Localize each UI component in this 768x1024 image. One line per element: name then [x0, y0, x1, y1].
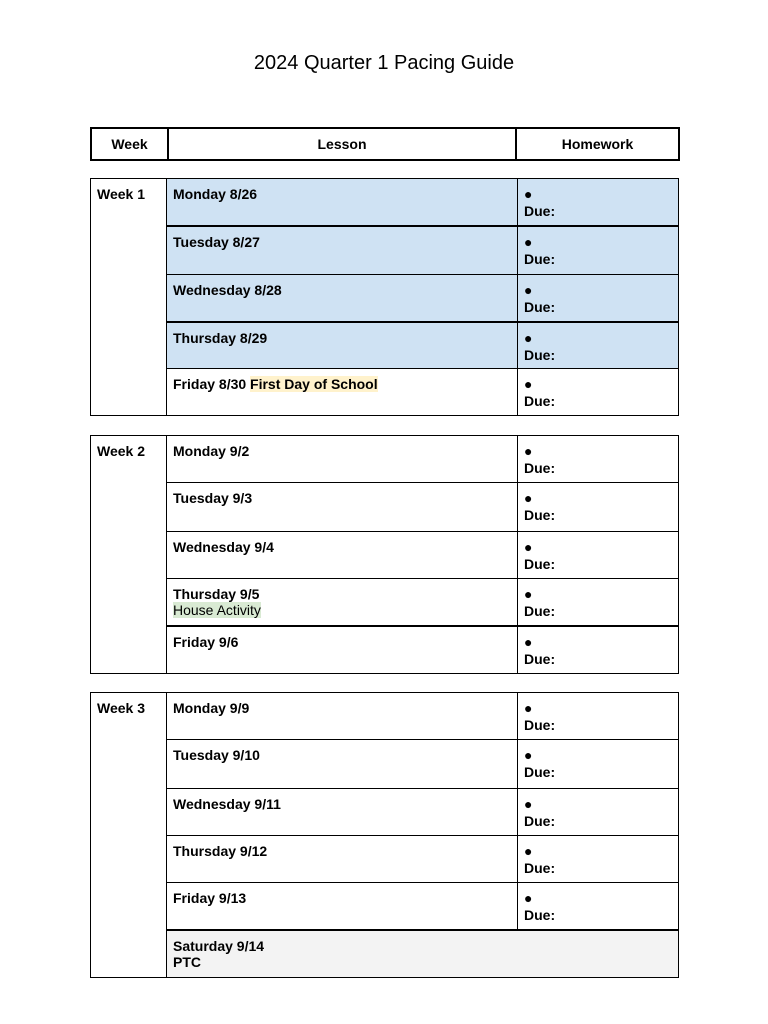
- due-label: Due:: [524, 813, 556, 829]
- table-row: [91, 836, 679, 883]
- homework-column-header: Homework: [516, 128, 679, 160]
- week-label: Week 2: [91, 436, 167, 674]
- due-label: Due:: [524, 651, 556, 667]
- table-row: [91, 930, 679, 978]
- table-row: [91, 883, 679, 930]
- lesson-cell: Tuesday 9/10: [167, 740, 518, 789]
- lesson-column-header: Lesson: [168, 128, 516, 160]
- bullet: ●: [524, 443, 533, 459]
- table-row: [91, 179, 679, 226]
- due-label: Due:: [524, 299, 556, 315]
- table-row: [91, 789, 679, 836]
- table-row: [91, 579, 679, 627]
- homework-cell: [518, 883, 679, 930]
- header-table: [90, 127, 680, 161]
- due-label: Due:: [524, 717, 556, 733]
- lesson-cell: Tuesday 9/3: [167, 483, 518, 532]
- bullet: ●: [524, 586, 533, 602]
- due-label: Due:: [524, 460, 556, 476]
- table-row: [91, 436, 679, 483]
- due-label: Due:: [524, 764, 556, 780]
- due-label: Due:: [524, 203, 556, 219]
- homework-cell: [518, 740, 679, 789]
- bullet: ●: [524, 539, 533, 555]
- week-label: Week 3: [91, 693, 167, 978]
- bullet: ●: [524, 700, 533, 716]
- due-label: Due:: [524, 346, 556, 363]
- due-label: Due:: [524, 907, 556, 923]
- due-label: Due:: [524, 393, 556, 409]
- first-day-note: First Day of School: [250, 376, 378, 392]
- homework-cell: [518, 693, 679, 740]
- bullet: ●: [524, 329, 533, 346]
- lesson-cell: Friday 9/6: [167, 626, 518, 673]
- table-row: [91, 740, 679, 789]
- homework-cell: [518, 226, 679, 275]
- homework-cell: [518, 579, 679, 627]
- bullet: ●: [524, 376, 533, 392]
- homework-cell: [518, 789, 679, 836]
- due-label: Due:: [524, 603, 556, 619]
- lesson-cell: Wednesday 8/28: [167, 275, 518, 322]
- lesson-cell: Monday 9/9: [167, 693, 518, 740]
- lesson-cell: Wednesday 9/4: [167, 532, 518, 579]
- week1-table: [90, 178, 679, 416]
- ptc-note: PTC: [173, 953, 201, 970]
- table-row: [91, 693, 679, 740]
- table-row: [91, 532, 679, 579]
- homework-cell: [518, 532, 679, 579]
- due-label: Due:: [524, 860, 556, 876]
- bullet: ●: [524, 634, 533, 650]
- lesson-cell: [167, 369, 518, 416]
- bullet: ●: [524, 890, 533, 906]
- homework-cell: [518, 626, 679, 673]
- lesson-cell: Tuesday 8/27: [167, 226, 518, 275]
- page-title: 2024 Quarter 1 Pacing Guide: [253, 52, 515, 74]
- lesson-cell: Friday 9/13: [167, 883, 518, 930]
- homework-cell: [518, 322, 679, 369]
- due-label: Due:: [524, 250, 556, 267]
- due-label: Due:: [524, 507, 556, 523]
- lesson-cell: [167, 579, 518, 627]
- homework-cell: [518, 275, 679, 322]
- table-row: [91, 275, 679, 322]
- homework-cell: [518, 836, 679, 883]
- bullet: ●: [524, 490, 533, 506]
- house-activity-note: House Activity: [173, 602, 261, 618]
- bullet: ●: [524, 747, 533, 763]
- homework-cell: [518, 179, 679, 226]
- lesson-cell: [167, 930, 679, 978]
- due-label: Due:: [524, 556, 556, 572]
- day-label: Friday 8/30: [173, 376, 247, 392]
- table-row: [91, 226, 679, 275]
- week3-table: [90, 692, 679, 978]
- day-label: Thursday 9/5: [173, 586, 260, 602]
- lesson-cell: Monday 8/26: [167, 179, 518, 226]
- bullet: ●: [524, 843, 533, 859]
- bullet: ●: [524, 233, 533, 250]
- bullet: ●: [524, 186, 533, 202]
- lesson-cell: Thursday 8/29: [167, 322, 518, 369]
- bullet: ●: [524, 796, 533, 812]
- homework-cell: [518, 436, 679, 483]
- table-row: [91, 322, 679, 369]
- lesson-cell: Wednesday 9/11: [167, 789, 518, 836]
- table-row: [91, 483, 679, 532]
- table-row: [91, 626, 679, 673]
- week2-table: [90, 435, 679, 674]
- week-label: Week 1: [91, 179, 167, 416]
- day-label: Saturday 9/14: [173, 937, 265, 954]
- table-row: [91, 369, 679, 416]
- lesson-cell: Thursday 9/12: [167, 836, 518, 883]
- homework-cell: [518, 483, 679, 532]
- homework-cell: [518, 369, 679, 416]
- bullet: ●: [524, 282, 533, 298]
- week-column-header: Week: [91, 128, 168, 160]
- lesson-cell: Monday 9/2: [167, 436, 518, 483]
